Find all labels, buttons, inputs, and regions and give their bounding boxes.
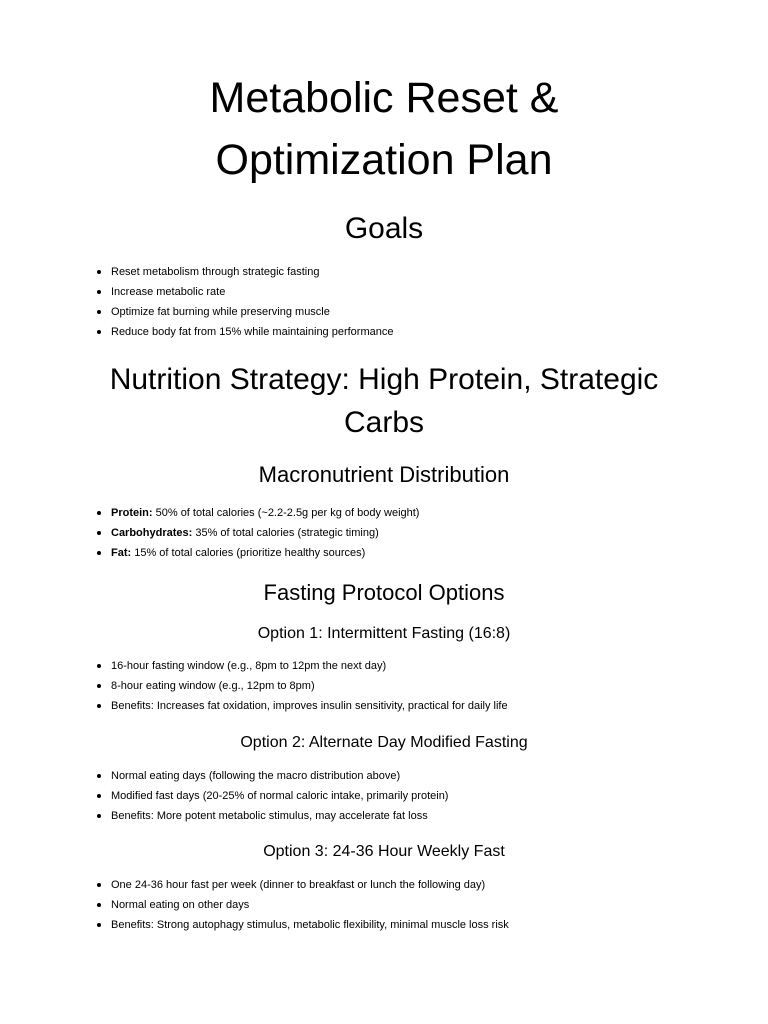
list-item: Benefits: Strong autophagy stimulus, metabolic flexibility, minimal muscle loss risk bbox=[95, 915, 509, 935]
option-2-heading: Option 2: Alternate Day Modified Fasting bbox=[240, 734, 528, 751]
macro-text: 35% of total calories (strategic timing) bbox=[192, 527, 379, 539]
fasting-heading: Fasting Protocol Options bbox=[263, 580, 505, 605]
option-3-list bbox=[95, 875, 509, 935]
goals-heading: Goals bbox=[344, 212, 424, 245]
macro-label: Protein: bbox=[111, 507, 153, 519]
page-title-line-1: Metabolic Reset & bbox=[209, 74, 559, 122]
list-item: One 24-36 hour fast per week (dinner to breakfast or lunch the following day) bbox=[95, 875, 509, 895]
macro-text: 50% of total calories (~2.2-2.5g per kg of body weight) bbox=[152, 507, 420, 519]
list-item: Reduce body fat from 15% while maintaining performance bbox=[95, 322, 393, 342]
list-item: Benefits: Increases fat oxidation, improves insulin sensitivity, practical for daily life bbox=[95, 696, 508, 716]
macro-label: Fat: bbox=[111, 547, 132, 559]
list-item: 8-hour eating window (e.g., 12pm to 8pm) bbox=[95, 676, 508, 696]
macro-text: 15% of total calories (prioritize healthy sources) bbox=[131, 547, 366, 559]
list-item bbox=[95, 523, 419, 543]
list-item: Modified fast days (20-25% of normal caloric intake, primarily protein) bbox=[95, 786, 448, 806]
nutrition-heading-line-2: Carbs bbox=[343, 406, 425, 439]
list-item: Benefits: More potent metabolic stimulus, may accelerate fat loss bbox=[95, 806, 448, 826]
macro-label: Carbohydrates: bbox=[111, 527, 193, 539]
list-item: Reset metabolism through strategic fasting bbox=[95, 262, 393, 282]
list-item: Increase metabolic rate bbox=[95, 282, 393, 302]
macro-list bbox=[95, 503, 419, 563]
list-item: Normal eating on other days bbox=[95, 895, 509, 915]
nutrition-heading-line-1: Nutrition Strategy: High Protein, Strategic bbox=[109, 363, 659, 396]
option-1-list bbox=[95, 656, 508, 716]
list-item bbox=[95, 503, 419, 523]
list-item: 16-hour fasting window (e.g., 8pm to 12pm the next day) bbox=[95, 656, 508, 676]
goals-list bbox=[95, 262, 393, 342]
option-3-heading: Option 3: 24-36 Hour Weekly Fast bbox=[263, 843, 505, 860]
page-title-line-2: Optimization Plan bbox=[215, 136, 553, 184]
list-item: Normal eating days (following the macro distribution above) bbox=[95, 766, 448, 786]
option-1-heading: Option 1: Intermittent Fasting (16:8) bbox=[257, 625, 511, 642]
option-2-list bbox=[95, 766, 448, 826]
list-item bbox=[95, 543, 419, 563]
macro-heading: Macronutrient Distribution bbox=[258, 462, 510, 487]
list-item: Optimize fat burning while preserving muscle bbox=[95, 302, 393, 322]
